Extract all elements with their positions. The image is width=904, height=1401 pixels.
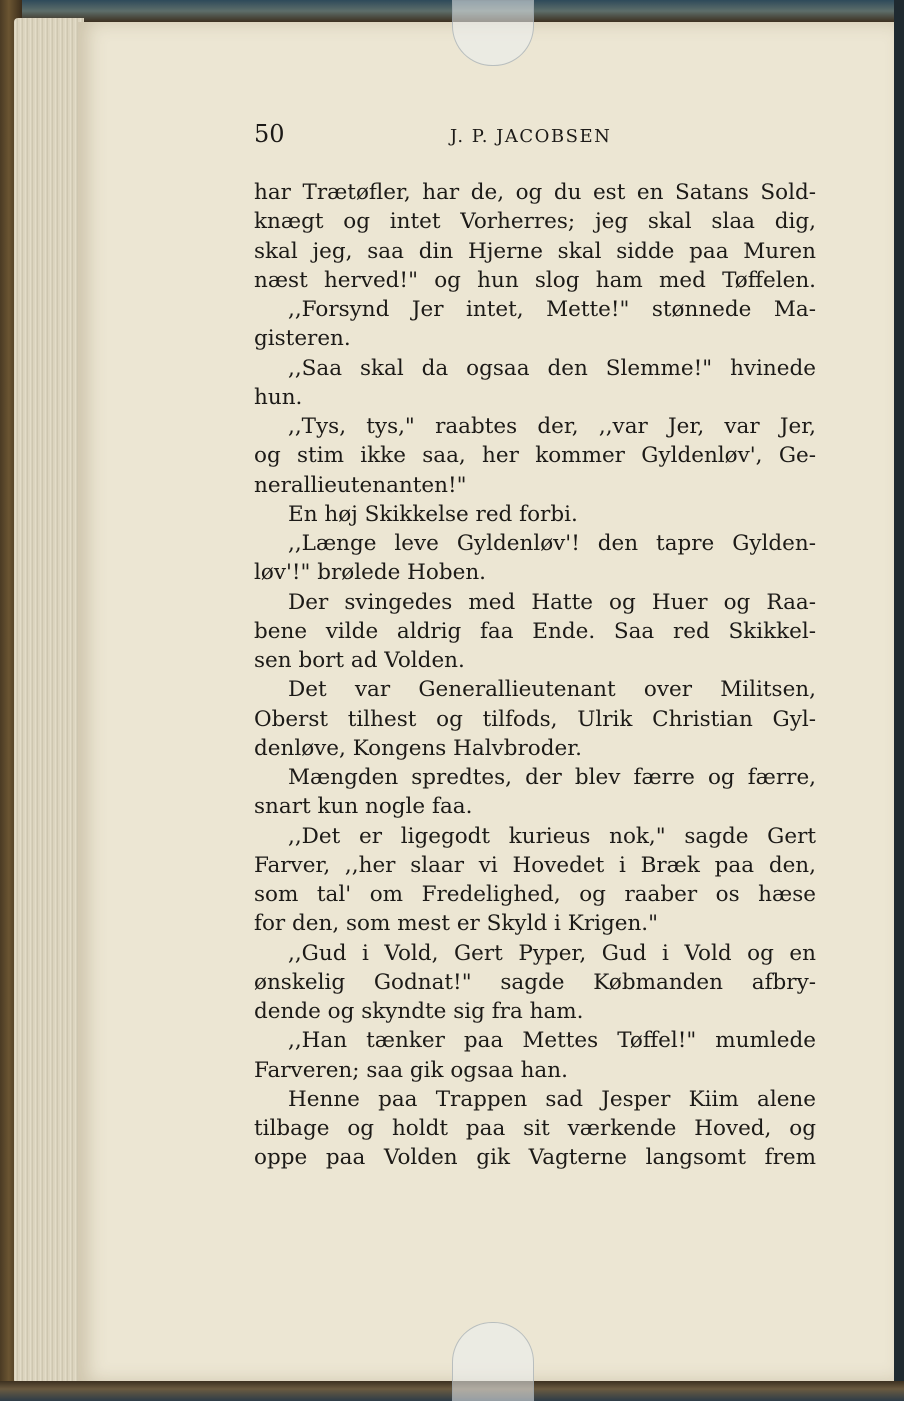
text-line: og stim ikke saa, her kommer Gyldenløv', Ge- — [254, 443, 816, 469]
page-stack-edges — [14, 18, 84, 1384]
text-line: næst herved!" og hun slog ham med Tøffelen. — [254, 267, 816, 293]
text-line: løv'!" brølede Hoben. — [254, 560, 487, 586]
text-line: har Trætøfler, har de, og du est en Satans Sold- — [254, 180, 816, 205]
text-line: Farver, ,,her slaar vi Hovedet i Bræk paa den, — [254, 852, 816, 878]
text-line: for den, som mest er Skyld i Krigen." — [254, 911, 659, 937]
text-line: Oberst tilhest og tilfods, Ulrik Christian Gyl- — [254, 706, 816, 732]
text-line: Henne paa Trappen sad Jesper Kiim alene — [288, 1086, 816, 1112]
text-line: gisteren. — [254, 326, 351, 352]
text-line: Mængden spredtes, der blev færre og færre, — [288, 765, 816, 790]
text-line: ønskelig Godnat!" sagde Købmanden afbry- — [254, 969, 816, 995]
text-line: tilbage og holdt paa sit værkende Hoved, og — [254, 1116, 816, 1141]
page-holder-clip-bottom — [452, 1322, 534, 1401]
text-line: ,,Forsynd Jer intet, Mette!" stønnede Ma- — [288, 297, 816, 322]
text-line: sen bort ad Volden. — [254, 648, 465, 673]
text-line: nerallieutenanten!" — [254, 472, 467, 498]
text-line: dende og skyndte sig fra ham. — [254, 999, 584, 1024]
text-line: knægt og intet Vorherres; jeg skal slaa dig, — [254, 209, 816, 235]
text-line: hun. — [254, 384, 303, 410]
text-line: bene vilde aldrig faa Ende. Saa red Skikkel- — [254, 618, 816, 644]
text-line: En høj Skikkelse red forbi. — [288, 501, 578, 527]
text-line: som tal' om Fredelighed, og raaber os hæse — [254, 882, 816, 907]
page-number: 50 — [254, 120, 285, 148]
text-line: ,,Han tænker paa Mettes Tøffel!" mumlede — [288, 1028, 816, 1054]
running-head: J. P. JACOBSEN — [450, 126, 612, 147]
text-line: skal jeg, saa din Hjerne skal sidde paa Muren — [254, 238, 816, 264]
text-line: Det var Generallieutenant over Militsen, — [288, 677, 816, 703]
text-line: ,,Det er ligegodt kurieus nok," sagde Gert — [288, 823, 816, 849]
text-line: snart kun nogle faa. — [254, 794, 473, 820]
text-line: Der svingedes med Hatte og Huer og Raa- — [288, 589, 816, 615]
scanner-right-edge — [894, 0, 904, 1401]
text-line: denløve, Kongens Halvbroder. — [254, 735, 582, 761]
text-line: ,,Længe leve Gyldenløv'! den tapre Gylden- — [288, 531, 816, 556]
text-line: ,,Tys, tys," raabtes der, ,,var Jer, var Jer, — [288, 414, 816, 439]
body-text — [254, 178, 816, 1173]
page-header — [254, 120, 814, 154]
text-line: ,,Gud i Vold, Gert Pyper, Gud i Vold og en — [288, 940, 816, 966]
text-line: Farveren; saa gik ogsaa han. — [254, 1057, 568, 1083]
text-line: ,,Saa skal da ogsaa den Slemme!" hvinede — [288, 355, 816, 381]
text-line: oppe paa Volden gik Vagterne langsomt frem — [254, 1145, 816, 1171]
